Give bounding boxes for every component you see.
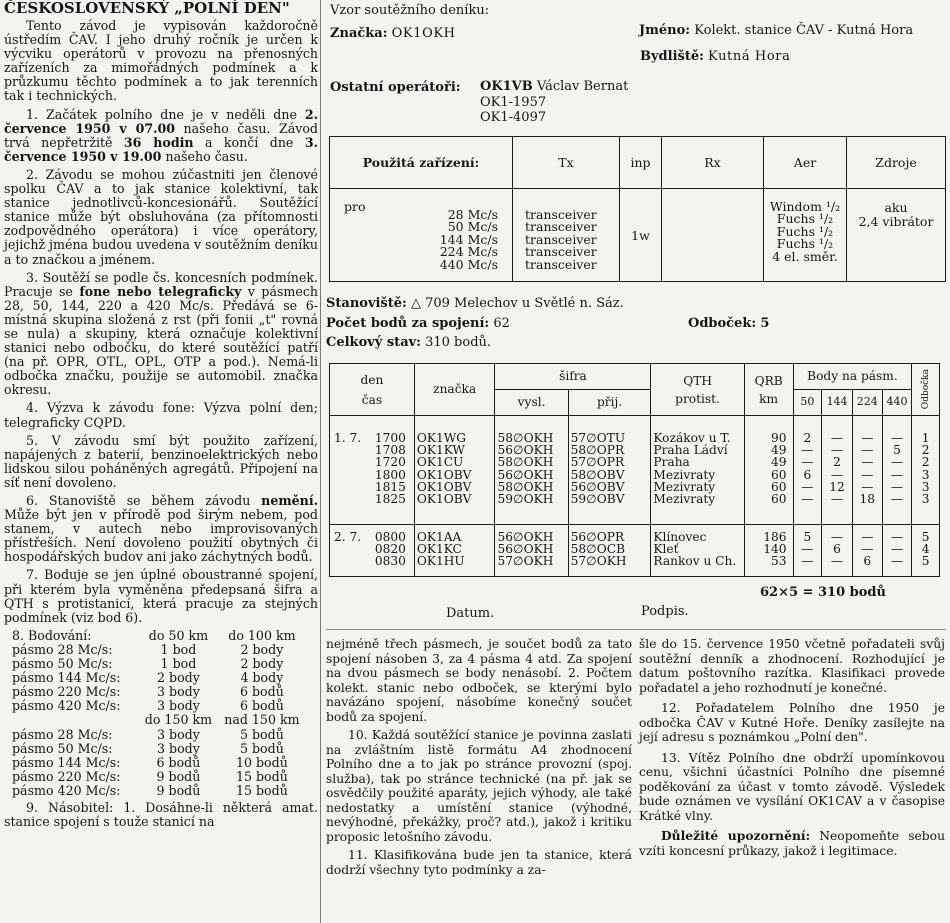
rule-6: 6. Stanoviště se během závodu nemění. Může být jen v přírodě pod širým nebem, pod stanem, v autech nebo improvisovaných přístřeších. Není dovoleno použití obytných či hospodářských budov ani jako záchytných bodů. (4, 493, 318, 565)
log-branch: 5 4 5 (912, 524, 940, 576)
location-label: Stanoviště: (326, 296, 407, 311)
log-points-440: — — — (882, 524, 912, 576)
day-heading: den (360, 372, 384, 387)
log-received-codes: 57∅OTU 58∅OPR 57∅OPR 58∅OBV 56∅OBV 59∅OBV (568, 416, 651, 525)
rule-10: 10. Každá soutěžící stanice je povinna zaslati na zvláštním listě formátu A4 zhodnocení Polního dne a to jak po stránce provozní (spoj. služba), tak po stránce technické (na př. jak se osvědčily použité aparáty, jejich výhody, ale také nedostatky a umístění stanice (výhodné, nevýhodné, překážky, proč? atd.), jakož i kritiku proposic letošního závodu. (326, 728, 632, 844)
counterpart-heading: protist. (675, 391, 720, 406)
log-row-group-day2 (330, 524, 940, 576)
callsign-label: Značka: (330, 26, 388, 41)
input-power: 1w (620, 189, 662, 282)
sample-log-header (330, 3, 946, 123)
km-heading: km (759, 391, 779, 406)
score: 10 bodů (235, 754, 288, 770)
band-list: 28 Mc/s 50 Mc/s 144 Mc/s 224 Mc/s 440 Mc/s (439, 207, 498, 272)
log-branch: 1 2 2 3 3 3 (912, 416, 940, 525)
address-label: Bydliště: (640, 49, 704, 64)
left-column (4, 0, 318, 833)
inp-heading: inp (620, 137, 662, 189)
tx-list: transceiver transceiver transceiver transceiver transceiver (513, 189, 620, 282)
band-heading: 50 (793, 390, 822, 416)
rule-9-cont: nejméně třech pásmech, je součet bodů za tato spojení násoben 3, za 4 pásma 4 atd. Za spojení na dvou pásmech se body nenásobí. 2. Počtem kolekt. stanic nebo odboček, se kterými bylo navázáno spojení, násobíme konečný součet bodů za spojení. (326, 637, 632, 724)
band-label: pásmo 28 Mc/s: (12, 726, 113, 742)
antenna-list: Windom ¹/₂ Fuchs ¹/₂ Fuchs ¹/₂ Fuchs ¹/₂ 4 el. směr. (764, 189, 847, 282)
score: 1 bod (160, 656, 197, 672)
band-label: pásmo 50 Mc/s: (12, 740, 113, 756)
log-points-50: 2 — — 6 — — (793, 416, 822, 525)
received-heading: přij. (568, 390, 651, 416)
qth-heading: QTH (683, 373, 712, 388)
station-summary (326, 294, 946, 354)
band-label: pásmo 220 Mc/s: (12, 684, 121, 700)
range-heading: nad 150 km (224, 712, 300, 728)
rule-5: 5. V závodu smí být použito zařízení, napájených z baterií, benzinoelektrických nebo lidskou silou poháněných agregátů. Připojení na síť není dovoleno. (4, 432, 318, 490)
log-times: 0800 0820 0830 (374, 529, 406, 568)
log-points-50: 5 — — (793, 524, 822, 576)
power-heading: Zdroje (847, 137, 946, 189)
log-day: 2. 7. (334, 529, 362, 544)
range-heading: do 150 km (144, 712, 213, 728)
rule-13: 13. Vítěz Polního dne obdrží upomínkovou cenu, všichni účastníci Polního dne písemné poděkování za účast v tomto závodě. Výsledek bude oznámen ve vysílání OK1CAV a v časopise Krátké vlny. (639, 750, 945, 823)
rule-7: 7. Boduje se jen úplné oboustranné spojení, při kterém byla vyměněna předepsaná šifra a QTH s protistanicí, která pracuje za stejných podmínek (viz bod 6). (4, 567, 318, 625)
log-row-group-day1 (330, 416, 940, 525)
qrb-heading: QRB (754, 373, 783, 388)
code-heading: šifra (495, 364, 651, 390)
score: 3 body (157, 726, 200, 742)
log-points-440: — 5 — — — — (882, 416, 912, 525)
operator-callsign: OK1-1957 (480, 95, 547, 110)
column-divider (320, 0, 321, 923)
tx-heading: Tx (513, 137, 620, 189)
middle-column (326, 637, 632, 881)
right-column (639, 637, 945, 862)
score: 15 bodů (235, 768, 288, 784)
band-label: pásmo 50 Mc/s: (12, 656, 113, 672)
band-label: pásmo 420 Mc/s: (12, 698, 121, 714)
qso-points-value: 62 (493, 316, 510, 331)
branches-label: Odboček: (688, 316, 757, 331)
equipment-heading: Použitá zařízení: (330, 137, 513, 189)
score: 9 bodů (156, 782, 201, 798)
article-title: ČESKOSLOVENSKÝ „POLNÍ DEN" (4, 0, 290, 17)
name-label: Jméno: (639, 23, 691, 38)
score: 6 bodů (239, 698, 284, 714)
score: 1 bod (160, 641, 197, 657)
for-label: pro (344, 199, 366, 214)
rule-12: 12. Pořadatelem Polního dne 1950 je odbočka ČAV v Kutné Hoře. Deníky zasílejte na její adresu s poznámkou „Polní den". (639, 701, 945, 744)
operators-label: Ostatní operátoři: (330, 80, 461, 95)
score: 4 body (240, 670, 284, 686)
contest-log-table (329, 363, 940, 577)
score: 5 bodů (239, 726, 284, 742)
log-points-144: — — 2 — 12 — (822, 416, 853, 525)
band-heading: 224 (852, 390, 882, 416)
score: 2 body (157, 670, 200, 686)
log-qrb: 90 49 49 60 60 60 (744, 416, 793, 525)
log-callsigns: OK1WG OK1KW OK1CU OK1OBV OK1OBV OK1OBV (414, 416, 495, 525)
score: 2 body (240, 656, 284, 672)
total-label: Celkový stav: (326, 335, 421, 350)
date-label: Datum. (446, 606, 495, 621)
rule-3: 3. Soutěží se podle čs. koncesních podmínek. Pracuje se fone nebo telegraficky v pásmech 28, 50, 144, 220 a 420 Mc/s. Předává se 6-místná skupina složená z rst (při fonii „t" rovná se nula) a skupiny, která označuje kolektivní stanici nebo odbočku, do které soutěžící patří (na př. OPR, OTL, OPL, OTP a pod.). Nemá-li odbočka značku, použije se automobil. značka okresu. (4, 269, 318, 398)
log-points-224: — — — — — 18 (852, 416, 882, 525)
log-points-224: — — 6 (852, 524, 882, 576)
scoring-table-near (12, 629, 306, 798)
band-label: pásmo 144 Mc/s: (12, 754, 121, 770)
band-heading: 144 (822, 390, 853, 416)
score: 6 bodů (156, 754, 201, 770)
score: 9 bodů (156, 768, 201, 784)
log-callsigns: OK1AA OK1KC OK1HU (414, 524, 495, 576)
log-qth: Kozákov u T. Praha Ládví Praha Mezivraty Mezivraty Mezivraty (651, 416, 744, 525)
log-qrb: 186 140 53 (744, 524, 793, 576)
log-times: 1700 1708 1720 1800 1815 1825 (374, 431, 406, 507)
score: 5 bodů (239, 740, 284, 756)
score: 2 body (240, 641, 284, 657)
score: 15 bodů (235, 782, 288, 798)
operator-name: Václav Bernat (536, 79, 629, 94)
aer-heading: Aer (764, 137, 847, 189)
location-value: △ 709 Melechov u Světlé n. Sáz. (410, 296, 624, 311)
total-calculation: 62×5 = 310 bodů (760, 585, 886, 600)
qso-points-label: Počet bodů za spojení: (326, 316, 490, 331)
log-received-codes: 56∅OPR 58∅OCB 57∅OKH (568, 524, 651, 576)
range-heading: do 100 km (228, 627, 296, 643)
log-sent-codes: 58∅OKH 56∅OKH 58∅OKH 56∅OKH 58∅OKH 59∅OKH (495, 416, 568, 525)
power-source: aku 2,4 vibrátor (847, 189, 946, 282)
intro-paragraph: Tento závod je vypisován každoročně ústředím ČAV. I jeho druhý ročník je určen k výcviku operátorů v provozu na přenosných zařízeních za mimořádných podmínek a k průzkumu těchto podmínek a to jak terenních tak i technických. (4, 18, 318, 104)
score: 3 body (157, 684, 200, 700)
time-heading: čas (361, 392, 383, 407)
branch-heading: Odbočka (920, 369, 931, 410)
section-divider (326, 629, 946, 630)
rule-9-start: 9. Násobitel: 1. Dosáhne-li některá amat. stanice spojení s touže stanicí na (4, 799, 318, 830)
rule-11-cont: šle do 15. července 1950 včetně pořadateli svůj soutěžní denník a zhodnocení. Rozhodující je datum poštovního razítka. Klasifikaci provede pořadatel a jeho rozhodnutí je konečné. (639, 637, 945, 695)
score: 3 body (157, 698, 200, 714)
address-value: Kutná Hora (708, 49, 791, 64)
rx-cell (662, 189, 764, 282)
operator-callsign: OK1VB (480, 79, 533, 94)
branches-value: 5 (760, 316, 770, 331)
band-label: pásmo 420 Mc/s: (12, 782, 121, 798)
total-value: 310 bodů. (425, 335, 492, 350)
log-sent-codes: 56∅OKH 56∅OKH 57∅OKH (495, 524, 568, 576)
operator-callsign: OK1-4097 (480, 110, 547, 125)
band-heading: 440 (882, 390, 912, 416)
sent-heading: vysl. (495, 390, 568, 416)
equipment-table (329, 136, 946, 282)
callsign-heading: značka (414, 364, 495, 416)
rx-heading: Rx (662, 137, 764, 189)
score: 6 bodů (239, 684, 284, 700)
range-heading: do 50 km (148, 627, 209, 643)
important-note: Důležité upozornění: Neopomeňte sebou vzíti koncesní průkazy, jakož i legitimace. (639, 828, 945, 858)
scoring-heading: 8. Bodování: (12, 627, 92, 643)
points-heading: Body na pásm. (793, 364, 912, 390)
callsign-value: OK1OKH (391, 26, 456, 41)
rule-11-start: 11. Klasifikována bude jen ta stanice, která dodrží všechny tyto podmínky a za- (326, 848, 632, 877)
score: 3 body (157, 740, 200, 756)
name-value: Kolekt. stanice ČAV - Kutná Hora (694, 23, 914, 38)
rule-2: 2. Závodu se mohou zúčastniti jen členové spolku ČAV a to jak stanice kolektivní, tak stanice jednotlivců-koncesionářů. Soutěžící stanice může být obsluhována (za přítomnosti zodpovědného operátora) i více operátory, jejichž jména budou uvedena v soutěžním deníku a to značkou a jménem. (4, 166, 318, 267)
log-qth: Klínovec Kleť Rankov u Ch. (651, 524, 744, 576)
rule-4: 4. Výzva k závodu fone: Výzva polní den; telegraficky CQPD. (4, 400, 318, 430)
band-label: pásmo 144 Mc/s: (12, 670, 121, 686)
band-label: pásmo 28 Mc/s: (12, 641, 113, 657)
band-label: pásmo 220 Mc/s: (12, 768, 121, 784)
sample-caption: Vzor soutěžního deníku: (330, 3, 490, 18)
signature-label: Podpis. (641, 604, 689, 619)
log-points-144: — 6 — (822, 524, 853, 576)
log-day: 1. 7. (334, 431, 362, 445)
rule-1: 1. Začátek polního dne je v neděli dne 2. července 1950 v 07.00 našeho času. Závod trvá nepřetržitě 36 hodin a končí dne 3. července 1950 v 19.00 našeho času. (4, 106, 318, 164)
